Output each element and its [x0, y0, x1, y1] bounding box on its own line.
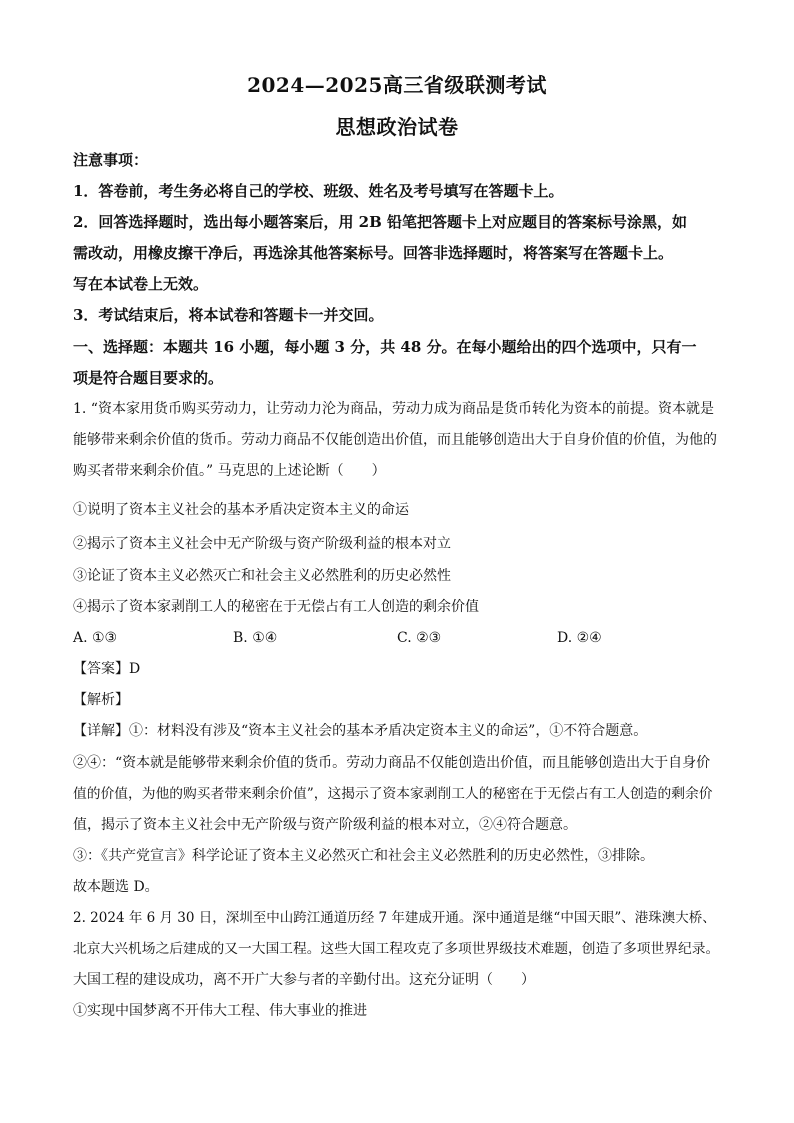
q1-statement-1: ①说明了资本主义社会的基本矛盾决定资本主义的命运 [73, 502, 409, 518]
q2-stem-line-2: 北京大兴机场之后建成的又一大国工程。这些大国工程攻克了多项世界级技术难题，创造了多项世界纪录。 [73, 941, 720, 957]
q2-stem-line-1: 2. 2024 年 6 月 30 日，深圳至中山跨江通道历经 7 年建成开通。深中通道是继“中国天眼”、港珠澳大桥、 [73, 910, 716, 926]
q1-detail-2-line-2: 值的价值，为他的购买者带来剩余价值”，这揭示了资本家剥削工人的秘密在于无偿占有工人创造的剩余价 [73, 786, 713, 802]
q1-statement-2: ②揭示了资本主义社会中无产阶级与资产阶级利益的根本对立 [73, 536, 451, 552]
section-heading-line-1: 一、选择题：本题共 16 小题，每小题 3 分，共 48 分。在每小题给出的四个选项中，只有一 [73, 338, 697, 356]
q1-stem-line-3: 购买者带来剩余价值。” 马克思的上述论断（ ） [73, 463, 386, 479]
q1-answer: 【答案】D [73, 661, 141, 677]
notice-item-2-line-3: 写在本试卷上无效。 [73, 275, 209, 293]
exam-title: 2024—2025高三省级联测考试 [247, 73, 547, 97]
q1-stem-line-2: 能够带来剩余价值的货币。劳动力商品不仅能创造出价值，而且能够创造出大于自身价值的价值，为他的 [73, 432, 717, 448]
q1-option-b: B. ①④ [233, 630, 278, 646]
q1-option-c: C. ②③ [397, 630, 442, 646]
notice-item-3: 3．考试结束后，将本试卷和答题卡一并交回。 [73, 306, 384, 324]
q1-statement-4: ④揭示了资本家剥削工人的秘密在于无偿占有工人创造的剩余价值 [73, 599, 479, 615]
q1-stem-line-1: 1. “资本家用货币购买劳动力，让劳动力沦为商品，劳动力成为商品是货币转化为资本的前提。资本就是 [73, 401, 714, 417]
q1-detail-2-line-1: ②④：“资本就是能够带来剩余价值的货币。劳动力商品不仅能创造出价值，而且能够创造出大于自身价 [73, 755, 711, 771]
notice-heading: 注意事项： [73, 151, 149, 169]
q1-analysis-heading: 【解析】 [73, 692, 129, 708]
q1-detail-3: ③：《共产党宣言》科学论证了资本主义必然灭亡和社会主义必然胜利的历史必然性，③排除。 [73, 848, 654, 864]
q2-statement-1: ①实现中国梦离不开伟大工程、伟大事业的推进 [73, 1003, 367, 1019]
q1-detail-2-line-3: 值，揭示了资本主义社会中无产阶级与资产阶级利益的根本对立，②④符合题意。 [73, 817, 577, 833]
notice-item-2-line-2: 需改动，用橡皮擦干净后，再选涂其他答案标号。回答非选择题时，将答案写在答题卡上。 [73, 244, 674, 262]
q1-option-a: A. ①③ [73, 630, 118, 646]
notice-item-2-line-1: 2．回答选择题时，选出每小题答案后，用 2B 铅笔把答题卡上对应题目的答案标号涂黑，如 [73, 213, 688, 231]
q1-conclusion: 故本题选 D。 [73, 879, 159, 895]
subject-title: 思想政治试卷 [335, 115, 459, 139]
section-heading-line-2: 项是符合题目要求的。 [73, 369, 224, 387]
q1-option-d: D. ②④ [557, 630, 602, 646]
q1-statement-3: ③论证了资本主义必然灭亡和社会主义必然胜利的历史必然性 [73, 568, 451, 584]
q2-stem-line-3: 大国工程的建设成功，离不开广大参与者的辛勤付出。这充分证明（ ） [73, 972, 535, 988]
q1-detail-1: 【详解】①：材料没有涉及“资本主义社会的基本矛盾决定资本主义的命运”，①不符合题意。 [73, 723, 648, 739]
notice-item-1: 1．答卷前，考生务必将自己的学校、班级、姓名及考号填写在答题卡上。 [73, 182, 564, 200]
